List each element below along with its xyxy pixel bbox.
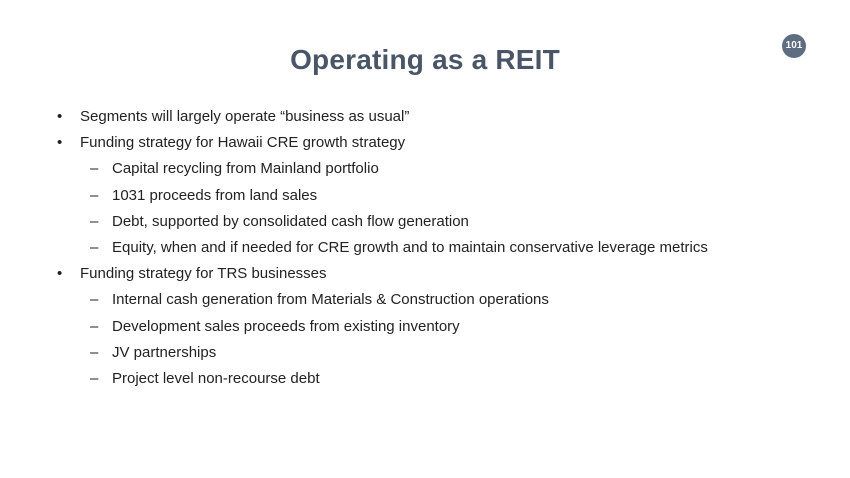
sub-bullet-item <box>0 185 850 211</box>
bullet-list <box>0 106 850 394</box>
bullet-item <box>0 263 850 289</box>
bullet-item <box>0 132 850 158</box>
sub-bullet-item <box>0 211 850 237</box>
sub-bullet-item <box>0 342 850 368</box>
slide-title: Operating as a REIT <box>290 44 560 75</box>
sub-bullet-text: Internal cash generation from Materials & Construction operations <box>112 291 549 309</box>
bullet-text: Segments will largely operate “business as usual” <box>80 108 410 125</box>
sub-bullet-text: Debt, supported by consolidated cash flow generation <box>112 212 469 230</box>
sub-bullet-text: 1031 proceeds from land sales <box>112 186 318 204</box>
dash-icon: – <box>90 160 99 178</box>
sub-bullet-item <box>0 316 850 342</box>
bullet-icon: • <box>57 108 63 125</box>
sub-bullet-item <box>0 237 850 263</box>
dash-icon: – <box>90 238 99 256</box>
dash-icon: – <box>90 212 99 230</box>
bullet-text: Funding strategy for TRS businesses <box>80 265 327 283</box>
dash-icon: – <box>90 291 99 309</box>
dash-icon: – <box>90 369 99 387</box>
bullet-icon: • <box>57 134 63 152</box>
bullet-item <box>0 106 850 132</box>
sub-bullet-item <box>0 158 850 184</box>
sub-bullet-text: Project level non-recourse debt <box>112 369 320 387</box>
bullet-text: Funding strategy for Hawaii CRE growth strategy <box>80 134 406 152</box>
dash-icon: – <box>90 343 99 361</box>
dash-icon: – <box>90 317 99 335</box>
bullet-icon: • <box>57 265 63 283</box>
page-number-badge: 101 <box>782 34 806 58</box>
sub-bullet-item <box>0 289 850 315</box>
sub-bullet-text: Development sales proceeds from existing inventory <box>112 317 460 335</box>
sub-bullet-text: Capital recycling from Mainland portfolio <box>112 160 379 178</box>
dash-icon: – <box>90 186 99 204</box>
sub-bullet-text: JV partnerships <box>112 343 217 361</box>
sub-bullet-item <box>0 368 850 394</box>
sub-bullet-text: Equity, when and if needed for CRE growth and to maintain conservative leverage metrics <box>112 238 708 256</box>
